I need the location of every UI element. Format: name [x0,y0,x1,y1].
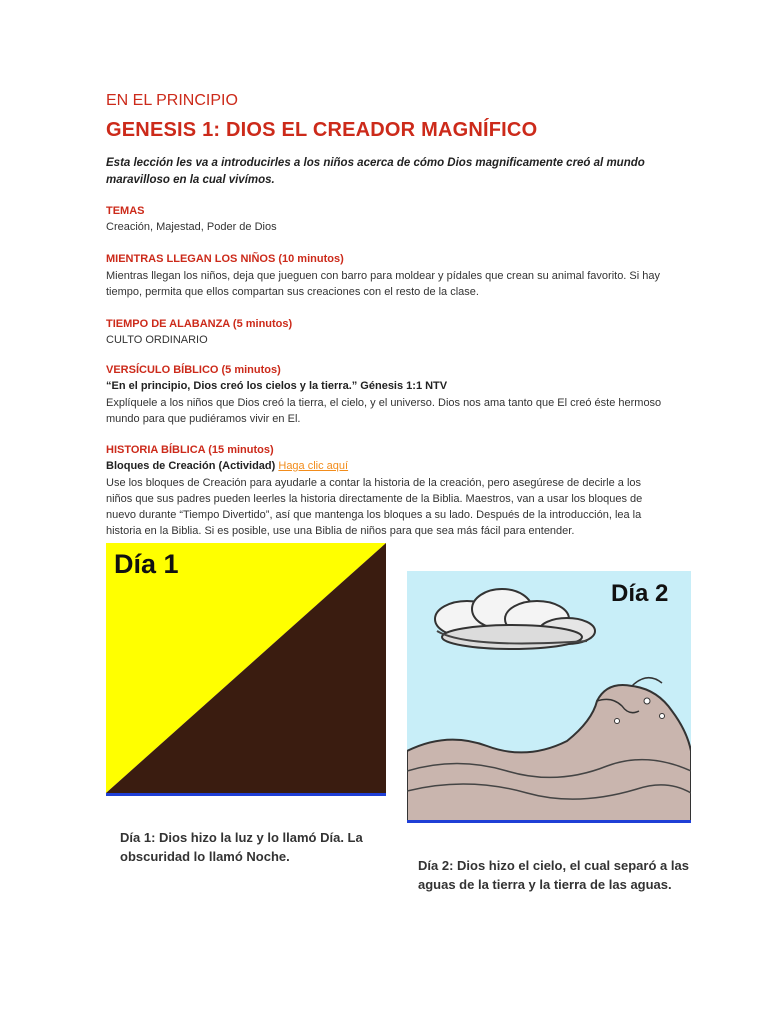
alabanza-heading: TIEMPO DE ALABANZA (5 minutos) [106,318,293,330]
day1-image [106,543,386,797]
day2-caption [418,856,689,894]
lesson-kicker: EN EL PRINCIPIO [106,92,238,109]
versiculo-text: Explíquele a los niños que Dios creó la tierra, el cielo, y el universo. Dios nos ama tanto que El creó éste hermoso mundo para que pudiéramos vivir en El. [106,397,662,425]
day2-caption-line2: aguas de la tierra y la tierra de las aguas. [418,877,672,892]
day1-label: Día 1 [114,549,179,579]
lesson-intro: Esta lección les va a introducirles a los niños acerca de cómo Dios magnificamente creó al mundo maravilloso en la cual vivímos. [106,157,645,186]
day2-caption-line1: Día 2: Dios hizo el cielo, el cual separó a las [418,858,689,873]
temas-text: Creación, Majestad, Poder de Dios [106,221,277,233]
haga-clic-link[interactable]: Haga clic aquí [278,460,349,472]
day2-label: Día 2 [611,580,669,607]
llegan-heading: MIENTRAS LLEGAN LOS NIÑOS (10 minutos) [106,253,344,265]
day1-bottom-border [106,793,386,796]
historia-text: Use los bloques de Creación para ayudarle a contar la historia de la creación, pero asegúrese de decirle a los niños que sus padres pueden leerles la historia directamente de la Biblia. Maestros, van a usar los bloques de nuevo durante “Tiempo Divertido”, así que mantenga los bloques a su lado. Después de la introducción, lea la historia en la Biblia. Si es posible, use una Biblia de niños para que sea más fácil para entender. [106,477,643,537]
historia-subheading-text: Bloques de Creación (Actividad) [106,460,276,472]
day2-bottom-border [407,820,691,823]
alabanza-text: CULTO ORDINARIO [106,334,208,346]
versiculo-heading: VERSÍCULO BÍBLICO (5 minutos) [106,364,281,376]
historia-subheading [106,460,348,472]
historia-heading: HISTORIA BÍBLICA (15 minutos) [106,444,274,456]
day1-caption [120,828,363,866]
day2-image [407,571,691,823]
day1-caption-line2: obscuridad lo llamó Noche. [120,849,290,864]
temas-heading: TEMAS [106,205,145,217]
versiculo-verse: “En el principio, Dios creó los cielos y la tierra.” Génesis 1:1 NTV [106,380,448,392]
day1-caption-line1: Día 1: Dios hizo la luz y lo llamó Día. La [120,830,363,845]
lesson-title: GENESIS 1: DIOS EL CREADOR MAGNÍFICO [106,119,538,141]
llegan-text: Mientras llegan los niños, deja que jueguen con barro para moldear y pídales que crean su animal favorito. Si hay tiempo, permita que ellos compartan sus creaciones con el resto de la clase. [106,270,660,298]
